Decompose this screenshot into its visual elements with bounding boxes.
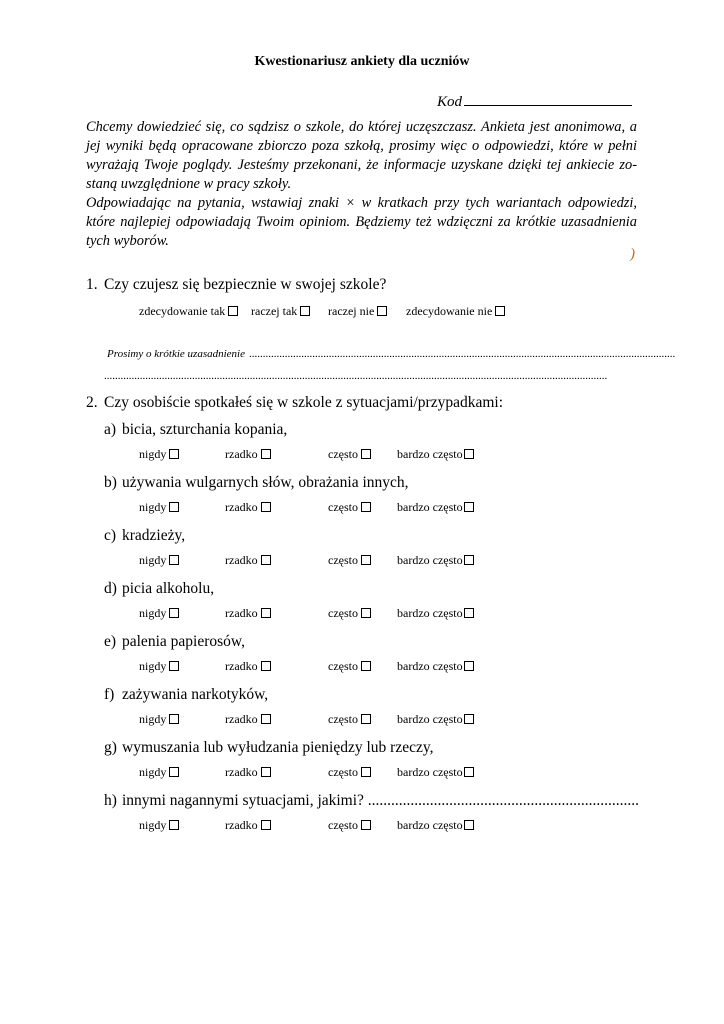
instruction-paragraph (86, 194, 637, 251)
intro-line: Chcemy dowiedzieć się, co sądzisz o szkole, do której uczęszczasz. Ankieta jest anonimowa, a (86, 119, 637, 135)
checkbox[interactable] (464, 820, 474, 830)
option-label: często (328, 818, 358, 832)
checkbox[interactable] (361, 555, 371, 565)
checkbox[interactable] (361, 714, 371, 724)
frequency-option[interactable] (397, 447, 474, 462)
option-label: bardzo często (397, 712, 463, 726)
frequency-option[interactable] (225, 500, 271, 515)
subquestion-text: palenia papierosów, (122, 633, 245, 650)
option-label: nigdy (139, 818, 167, 832)
checkbox[interactable] (228, 306, 238, 316)
checkbox[interactable] (300, 306, 310, 316)
checkbox[interactable] (261, 555, 271, 565)
intro-line: wyrażają Twoje poglądy. Jesteśmy przekonani, że informacje uzyskane dzięki tej ankiecie zo- (86, 157, 637, 173)
frequency-option[interactable] (139, 765, 179, 780)
option-label: nigdy (139, 606, 167, 620)
intro-paragraph (86, 118, 637, 194)
checkbox[interactable] (169, 820, 179, 830)
option-label: rzadko (225, 553, 258, 567)
frequency-option[interactable] (139, 606, 179, 621)
question-1-text: Czy czujesz się bezpiecznie w swojej szkole? (104, 276, 387, 293)
checkbox[interactable] (361, 502, 371, 512)
option-label: rzadko (225, 659, 258, 673)
subquestion-text: bicia, szturchania kopania, (122, 421, 288, 438)
checkbox[interactable] (261, 608, 271, 618)
frequency-option[interactable] (397, 500, 474, 515)
frequency-option[interactable] (225, 712, 271, 727)
option-label: bardzo często (397, 818, 463, 832)
option-label: raczej nie (328, 304, 375, 318)
checkbox[interactable] (261, 714, 271, 724)
checkbox[interactable] (169, 449, 179, 459)
option-label: często (328, 712, 358, 726)
option-label: nigdy (139, 712, 167, 726)
frequency-option[interactable] (397, 659, 474, 674)
subquestion-letter: h) (104, 792, 117, 809)
frequency-option[interactable] (397, 818, 474, 833)
option-label: nigdy (139, 447, 167, 461)
frequency-option[interactable] (139, 659, 179, 674)
checkbox[interactable] (261, 449, 271, 459)
option-label: nigdy (139, 659, 167, 673)
frequency-option[interactable] (225, 818, 271, 833)
option-label: bardzo często (397, 500, 463, 514)
frequency-option[interactable] (328, 447, 371, 462)
checkbox[interactable] (361, 608, 371, 618)
subquestion-text: innymi nagannymi sytuacjami, jakimi? ...................................................................... (122, 792, 640, 809)
checkbox[interactable] (261, 502, 271, 512)
instruction-line: Odpowiadając na pytania, wstawiaj znaki × w kratkach przy tych wariantach odpowiedzi, (86, 195, 637, 211)
checkbox[interactable] (464, 714, 474, 724)
checkbox[interactable] (377, 306, 387, 316)
option-label: często (328, 606, 358, 620)
subquestion-letter: f) (104, 686, 115, 703)
q1-option-zdecydowanie-nie[interactable] (406, 304, 505, 319)
frequency-option[interactable] (397, 553, 474, 568)
subquestion-text: używania wulgarnych słów, obrażania innych, (122, 474, 409, 491)
frequency-option[interactable] (225, 553, 271, 568)
frequency-option[interactable] (139, 500, 179, 515)
frequency-option[interactable] (328, 712, 371, 727)
question-2-text: Czy osobiście spotkałeś się w szkole z sytuacjami/przypadkami: (104, 394, 504, 411)
question-2-number: 2. (86, 394, 98, 411)
frequency-option[interactable] (139, 712, 179, 727)
frequency-option[interactable] (139, 553, 179, 568)
option-label: często (328, 659, 358, 673)
instruction-line: tych wyborów. (86, 233, 169, 249)
checkbox[interactable] (169, 502, 179, 512)
code-label: Kod (437, 94, 463, 110)
option-label: bardzo często (397, 765, 463, 779)
checkbox[interactable] (261, 820, 271, 830)
stray-mark: ) (630, 246, 635, 262)
frequency-option[interactable] (139, 447, 179, 462)
checkbox[interactable] (169, 555, 179, 565)
frequency-option[interactable] (139, 818, 179, 833)
frequency-option[interactable] (328, 818, 371, 833)
frequency-option[interactable] (225, 659, 271, 674)
intro-line: jej wyniki będą opracowane zbiorczo poza szkołą, prosimy więc o odpowiedzi, które w pełni (86, 138, 637, 154)
checkbox[interactable] (464, 555, 474, 565)
option-label: nigdy (139, 553, 167, 567)
frequency-option[interactable] (328, 553, 371, 568)
option-label: zdecydowanie nie (406, 304, 493, 318)
option-label: często (328, 447, 358, 461)
checkbox[interactable] (464, 767, 474, 777)
checkbox[interactable] (169, 608, 179, 618)
q1-option-zdecydowanie-tak[interactable] (139, 304, 238, 319)
option-label: rzadko (225, 818, 258, 832)
question-1-number: 1. (86, 276, 98, 293)
frequency-option[interactable] (225, 606, 271, 621)
subquestion-text: wymuszania lub wyłudzania pieniędzy lub rzeczy, (122, 739, 434, 756)
frequency-option[interactable] (328, 500, 371, 515)
option-label: często (328, 765, 358, 779)
option-label: nigdy (139, 500, 167, 514)
subquestion-text: kradzieży, (122, 527, 186, 544)
q1-reason-line[interactable] (107, 344, 676, 362)
reason-label: Prosimy o krótkie uzasadnienie (107, 348, 245, 360)
checkbox[interactable] (169, 767, 179, 777)
checkbox[interactable] (361, 820, 371, 830)
option-label: rzadko (225, 606, 258, 620)
option-label: rzadko (225, 447, 258, 461)
checkbox[interactable] (361, 661, 371, 671)
subquestion-letter: c) (104, 527, 117, 544)
frequency-option[interactable] (397, 606, 474, 621)
checkbox[interactable] (464, 449, 474, 459)
checkbox[interactable] (169, 661, 179, 671)
frequency-option[interactable] (397, 765, 474, 780)
option-label: bardzo często (397, 447, 463, 461)
subquestion-letter: d) (104, 580, 117, 597)
subquestion-letter: g) (104, 739, 117, 756)
subquestion-text: zażywania narkotyków, (122, 686, 269, 703)
checkbox[interactable] (169, 714, 179, 724)
checkbox[interactable] (361, 767, 371, 777)
checkbox[interactable] (495, 306, 505, 316)
subquestion-text: picia alkoholu, (122, 580, 215, 597)
option-label: raczej tak (251, 304, 298, 318)
code-blank-line[interactable] (464, 93, 632, 106)
frequency-option[interactable] (225, 447, 271, 462)
frequency-option[interactable] (397, 712, 474, 727)
checkbox[interactable] (261, 767, 271, 777)
subquestion-letter: e) (104, 633, 117, 650)
q1-option-raczej-nie[interactable] (328, 304, 387, 319)
checkbox[interactable] (261, 661, 271, 671)
frequency-option[interactable] (225, 765, 271, 780)
subquestion-letter: a) (104, 421, 117, 438)
q1-option-raczej-tak[interactable] (251, 304, 310, 319)
option-label: bardzo często (397, 659, 463, 673)
option-label: bardzo często (397, 606, 463, 620)
checkbox[interactable] (464, 661, 474, 671)
option-label: zdecydowanie tak (139, 304, 226, 318)
page-title: Kwestionariusz ankiety dla uczniów (254, 54, 470, 69)
frequency-option[interactable] (328, 765, 371, 780)
option-label: często (328, 500, 358, 514)
frequency-option[interactable] (328, 659, 371, 674)
subquestion-letter: b) (104, 474, 117, 491)
code-field[interactable] (437, 93, 632, 111)
option-label: rzadko (225, 712, 258, 726)
checkbox[interactable] (464, 502, 474, 512)
option-label: rzadko (225, 765, 258, 779)
option-label: nigdy (139, 765, 167, 779)
checkbox[interactable] (361, 449, 371, 459)
reason-dots: ........................................................................................................................................................... (248, 348, 676, 360)
instruction-line: które najlepiej odpowiadają Twoim opiniom. Będziemy też wdzięczni za krótkie uzasadnienia (86, 214, 637, 230)
option-label: rzadko (225, 500, 258, 514)
option-label: bardzo często (397, 553, 463, 567)
intro-line: staną uwzględnione w pracy szkoły. (86, 176, 292, 192)
q1-reason-line-2[interactable]: ....................................................................................................................................................................................... (104, 370, 608, 382)
checkbox[interactable] (464, 608, 474, 618)
option-label: często (328, 553, 358, 567)
frequency-option[interactable] (328, 606, 371, 621)
